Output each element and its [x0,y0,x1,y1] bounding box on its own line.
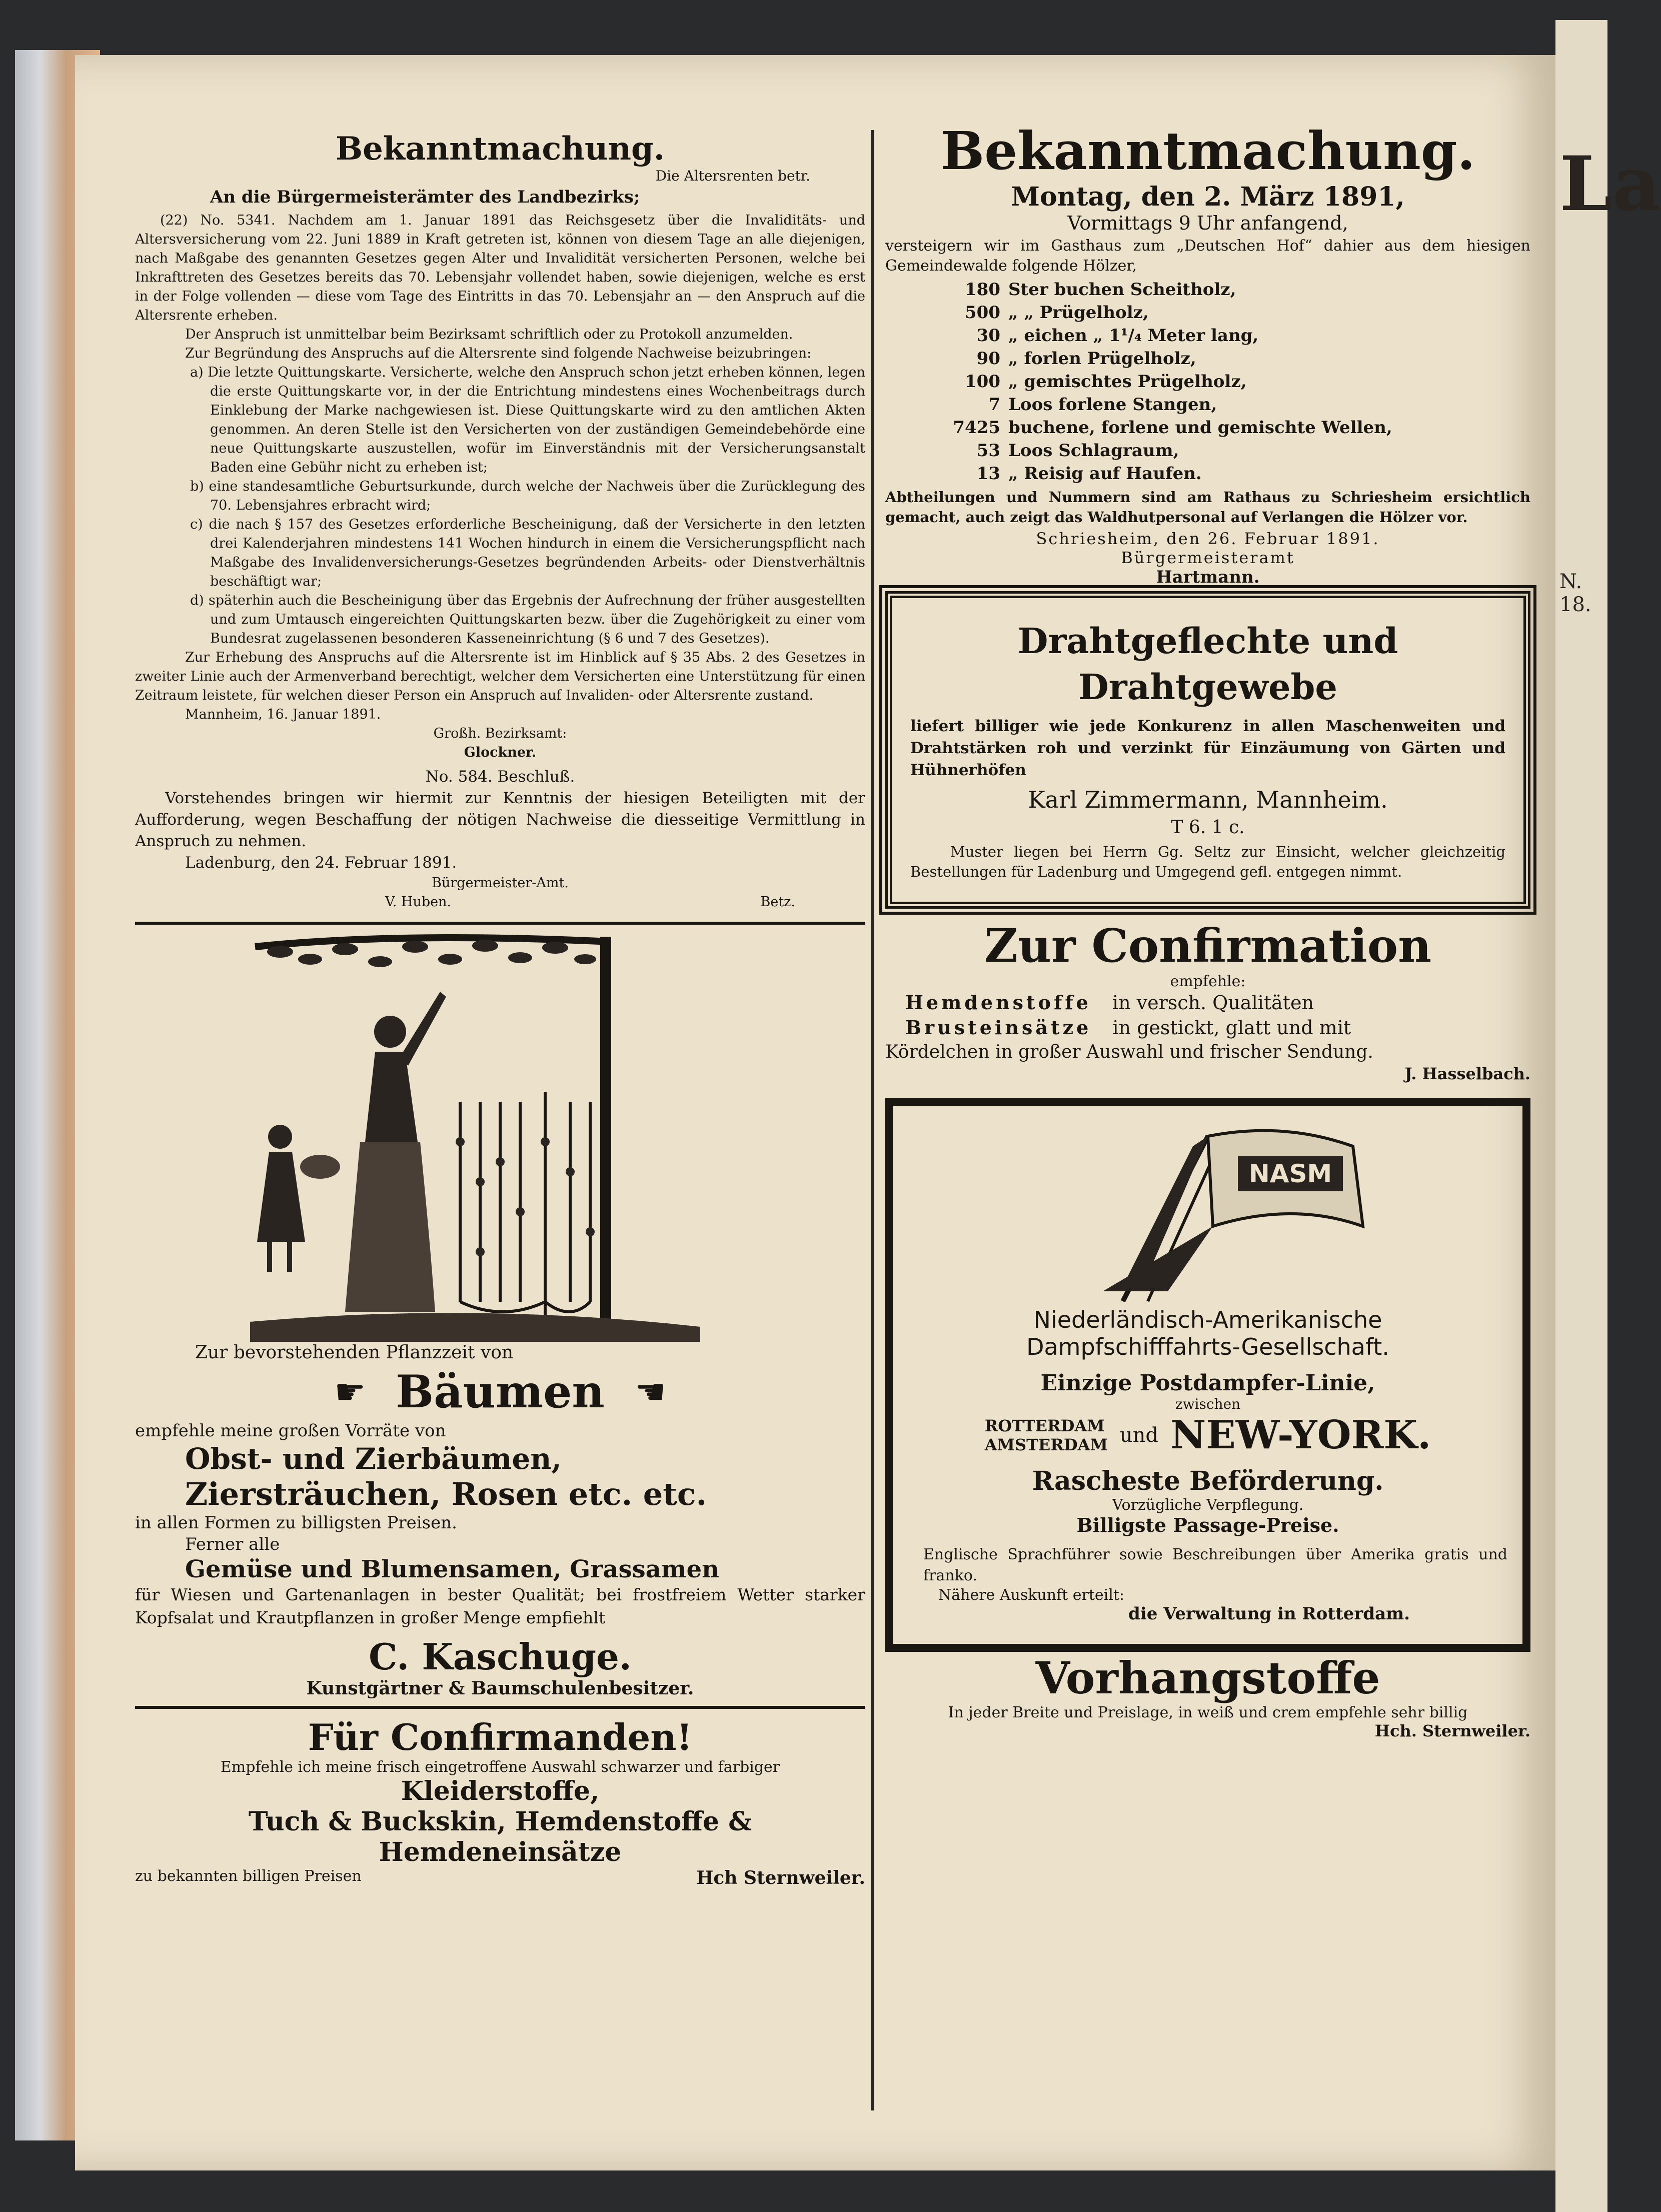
notice-paragraph: Zur Begründung des Anspruchs auf die Altersrente sind folgende Nachweise beizubringen: [185,346,812,361]
confirmation-detail: in versch. Qualitäten [1112,992,1314,1014]
notice-place-date: Ladenburg, den 24. Februar 1891. [185,854,457,872]
ship-port: AMSTERDAM [984,1435,1108,1454]
auction-lot [885,347,1530,370]
wire-text: liefert billiger wie jede Konkurenz in allen Maschenweiten und Drahtstärken roh und verzinkt für Einzäumung von Gärten und Hühnerhöfen [910,717,1505,779]
notice-paragraph: Der Anspruch ist unmittelbar beim Bezirksamt schriftlich oder zu Protokoll anzumelden. [185,327,793,342]
auction-lot [885,278,1530,301]
ship-line: Nähere Auskunft erteilt: [938,1586,1124,1604]
confirmands-line: Hemdeneinsätze [379,1837,622,1867]
auction-intro: versteigern wir im Gasthaus zum „Deutschen Hof“ dahier aus dem hiesigen Gemeindewalde folgende Hölzer, [885,237,1530,275]
confirmation-item: Brusteinsätze [905,1016,1092,1039]
ship-destination: NEW-YORK. [1170,1412,1431,1458]
wire-address: T 6. 1 c. [1171,817,1245,838]
ship-ports [985,1416,1108,1454]
lot-quantity: 13 [976,464,1000,484]
notice-office: Bürgermeister-Amt. [432,875,569,891]
curtains-signature: Hch. Sternweiler. [1374,1721,1530,1740]
trees-headline: Bäumen [396,1365,605,1418]
auction-place-date: Schriesheim, den 26. Februar 1891. [1036,529,1380,548]
confirmation-item: Hemdenstoffe [905,991,1091,1014]
lot-description: „ forlen Prügelholz, [1008,349,1196,369]
notice-signer: Betz. [760,894,795,910]
section-rule [135,922,865,925]
facing-page-number: N. 18. [1559,570,1591,616]
confirmands-line: Empfehle ich meine frisch eingetroffene Auswahl schwarzer und farbiger [220,1758,780,1776]
facing-page-edge [1555,20,1661,2212]
notice-item: b) eine standesamtliche Geburtsurkunde, durch welche der Nachweis über die Zurücklegung des 70. Lebensjahres erbracht wird; [190,479,865,513]
ship-company: Dampfschifffahrts-Gesellschaft. [1026,1333,1389,1360]
notice-office: Großh. Bezirksamt: [433,726,567,741]
pointing-hand-left-icon: ☛ [634,1371,666,1412]
trees-headline-row [135,1365,865,1418]
orchard-illustration [250,932,700,1342]
notice-signer: V. Huben. [385,894,452,910]
auction-time: Vormittags 9 Uhr anfangend, [1067,212,1348,234]
flag-illustration [1043,1126,1373,1306]
confirmands-headline: Für Confirmanden! [308,1716,693,1758]
ship-route [908,1412,1507,1458]
auction-outro: Abtheilungen und Nummern sind am Rathaus zu Schriesheim ersichtlich gemacht, auch zeigt das Waldhutpersonal auf Verlangen die Hölzer vor. [885,489,1530,526]
confirmation-signature: J. Hasselbach. [1404,1064,1530,1083]
trees-line: in allen Formen zu billigsten Preisen. [135,1513,457,1533]
curtains-text: In jeder Breite und Preislage, in weiß und crem empfehle sehr billig [948,1704,1468,1721]
trees-intro: Zur bevorstehenden Pflanzzeit von [195,1342,514,1363]
auction-date: Montag, den 2. März 1891, [1011,182,1405,212]
facing-page-fragment: La [1559,140,1661,228]
lot-description: „ „ Prügelholz, [1008,303,1149,323]
ad-wire-mesh [885,591,1530,909]
notice-item: c) die nach § 157 des Gesetzes erforderliche Bescheinigung, daß der Versicherte in den letzten drei Kalenderjahren mindestens 141 Wochen hindurch in einem die Versicherungspflicht nach Maßgabe des Invalidenversicherungs-Gesetzes begründenden Arbeits- oder Dienstverhältnis beschäftigt war; [190,517,865,589]
notice-paragraph: Zur Erhebung des Anspruchs auf die Altersrente ist im Hinblick auf § 35 Abs. 2 des Gesetzes in zweiter Linie auch der Armenverband berechtigt, welcher dem Versicherten eine Unterstützung für einen Zeitraum leistete, für welchen dieser Person ein Anspruch auf Invaliden- oder Altersrente zustand. [135,650,865,703]
ship-line: Einzige Postdampfer-Linie, [1040,1370,1375,1396]
notice-title: Bekanntmachung. [335,130,665,168]
lot-description: buchene, forlene und gemischte Wellen, [1008,418,1392,438]
lot-description: Loos Schlagraum, [1008,441,1179,461]
notice-paragraph: (22) No. 5341. Nachdem am 1. Januar 1891 das Reichsgesetz über die Invaliditäts- und Altersversicherung vom 22. Juni 1889 in Kraft getreten ist, können von diesem Tage an alle diejenigen, nach Maßgabe des genannten Gesetzes gegen Alter und Invalidität versicherten Personen, welche bei Inkrafttreten des Gesetzes bereits das 70. Lebensjahr vollendet haben, sowie diejenigen, welche es erst in der Folge vollenden — diese vom Tage des Eintritts in das 70. Lebensjahr an — den Anspruch auf die Altersrente erheben. [135,213,865,323]
ad-shipping-line [885,1098,1530,1652]
confirmation-row [885,1015,1530,1040]
confirmation-row [885,990,1530,1015]
lot-description: „ gemischtes Prügelholz, [1008,372,1247,392]
trees-firm: C. Kaschuge. [369,1635,632,1678]
ship-and: und [1119,1423,1158,1447]
ship-line: Englische Sprachführer sowie Beschreibungen über Amerika gratis und franko. [923,1546,1507,1584]
official-notice-pensions [135,130,865,912]
auction-lot [885,416,1530,439]
confirmands-line: Kleiderstoffe, [401,1776,600,1806]
lot-quantity: 53 [976,441,1000,461]
ship-company: Niederländisch-Amerikanische [1033,1306,1382,1333]
ship-line: Billigste Passage-Preise. [1076,1514,1339,1536]
wire-firm: Karl Zimmermann, Mannheim. [1028,786,1388,813]
ship-line: zwischen [1175,1396,1241,1412]
notice-addressee: An die Bürgermeisterämter des Landbezirks; [210,187,640,207]
notice-item: a) Die letzte Quittungskarte. Versicherte, welche den Anspruch schon jetzt erheben können, legen die erste Quittungskarte vor, in der die Entrichtung mindestens eines Wochenbeitrags durch Einklebung der Marke nachgewiesen ist. Diese Quittungskarte wird zu den amtlichen Akten genommen. An deren Stelle ist den Versicherten von der zuständigen Gemeindebehörde eine neue Quittungskarte auszustellen, wofür im Einverständnis mit der Versicherungsanstalt Baden eine Gebühr nicht zu erheben ist; [190,365,865,475]
column-divider [871,130,874,2110]
lot-quantity: 90 [976,349,1000,369]
confirmation-headline: Zur Confirmation [984,919,1432,973]
confirmands-signature: Hch Sternweiler. [696,1867,865,1888]
auction-signer: Hartmann. [1156,567,1260,587]
pointing-hand-right-icon: ☛ [334,1371,366,1412]
lot-description: „ Reisig auf Haufen. [1008,464,1202,484]
official-notice-timber-auction [885,120,1530,587]
confirmands-line: zu bekannten billigen Preisen [135,1867,362,1885]
notice-signatures [135,893,865,912]
auction-lot [885,393,1530,416]
trees-line: Ferner alle [185,1534,280,1554]
confirmands-line: Tuch & Buckskin, Hemdenstoffe & [248,1806,752,1837]
lot-quantity: 500 [965,303,1000,323]
confirmation-line: Kördelchen in großer Auswahl und frischer Sendung. [885,1042,1373,1062]
lot-description: Ster buchen Scheitholz, [1008,280,1236,300]
ship-line: die Verwaltung in Rotterdam. [1128,1604,1410,1624]
lot-description: „ eichen „ 1¹/₄ Meter lang, [1008,326,1259,346]
trees-line: Ziersträuchen, Rosen etc. etc. [185,1476,707,1512]
trees-line: Obst- und Zierbäumen, [185,1442,562,1476]
left-column [135,70,865,1888]
auction-lot [885,324,1530,347]
notice-signer: Glockner. [464,745,537,760]
confirmation-line: empfehle: [1170,973,1246,990]
wire-headline: Drahtgeflechte und [1017,620,1398,662]
auction-lot [885,370,1530,393]
notice-item: d) späterhin auch die Bescheinigung über das Ergebnis der Aufrechnung der früher ausgestellten und zum Umtausch eingereichten Quittungskarten bezw. über die Zugehörigkeit zu einer vom Bundesrat zugelassenen besonderen Kasseneinrichtung (§ 6 und 7 des Gesetzes). [190,593,865,646]
section-rule [135,1706,865,1709]
right-column [885,70,1530,1740]
notice-subject: Die Altersrenten betr. [655,168,810,184]
notice-decree: No. 584. Beschluß. [425,768,575,786]
trees-firm-sub: Kunstgärtner & Baumschulenbesitzer. [306,1678,694,1699]
auction-lot [885,439,1530,462]
trees-line: empfehle meine großen Vorräte von [135,1421,446,1441]
auction-lots [885,278,1530,485]
curtains-headline: Vorhangstoffe [1035,1652,1380,1704]
lot-quantity: 100 [965,372,1000,392]
lot-quantity: 7425 [953,418,1000,438]
ad-confirmands [135,1716,865,1888]
notice-place-date: Mannheim, 16. Januar 1891. [185,707,381,722]
lot-quantity: 7 [988,395,1000,415]
notice-paragraph: Vorstehendes bringen wir hiermit zur Kenntnis der hiesigen Beteiligten mit der Aufforderung, wegen Beschaffung der nötigen Nachweise die diesseitige Vermittlung in Anspruch zu nehmen. [135,789,865,850]
auction-office: Bürgermeisteramt [1121,548,1295,567]
flag-lettering: NASM [1248,1159,1332,1188]
ship-line: Vorzügliche Verpflegung. [1112,1496,1304,1514]
ad-trees [135,932,865,1699]
lot-quantity: 180 [965,280,1000,300]
lot-description: Loos forlene Stangen, [1008,395,1217,415]
trees-line: Gemüse und Blumensamen, Grassamen [185,1555,720,1583]
ship-port: ROTTERDAM [984,1416,1105,1435]
auction-lot [885,462,1530,485]
confirmands-footer [135,1867,865,1888]
auction-title: Bekanntmachung. [940,120,1475,182]
wire-headline: Drahtgewebe [1078,666,1337,708]
ship-line: Rascheste Beförderung. [1032,1466,1384,1496]
trees-line: für Wiesen und Gartenanlagen in bester Qualität; bei frostfreiem Wetter starker Kopfsalat und Krautpflanzen in großer Menge empfiehlt [135,1585,865,1627]
ad-curtains [885,1652,1530,1740]
confirmation-detail: in gestickt, glatt und mit [1112,1017,1351,1039]
auction-lot [885,301,1530,324]
ad-confirmation [885,919,1530,1083]
wire-note: Muster liegen bei Herrn Gg. Seltz zur Einsicht, welcher gleichzeitig Bestellungen für Ladenburg und Umgegend gefl. entgegen nimmt. [910,843,1505,880]
lot-quantity: 30 [976,326,1000,346]
